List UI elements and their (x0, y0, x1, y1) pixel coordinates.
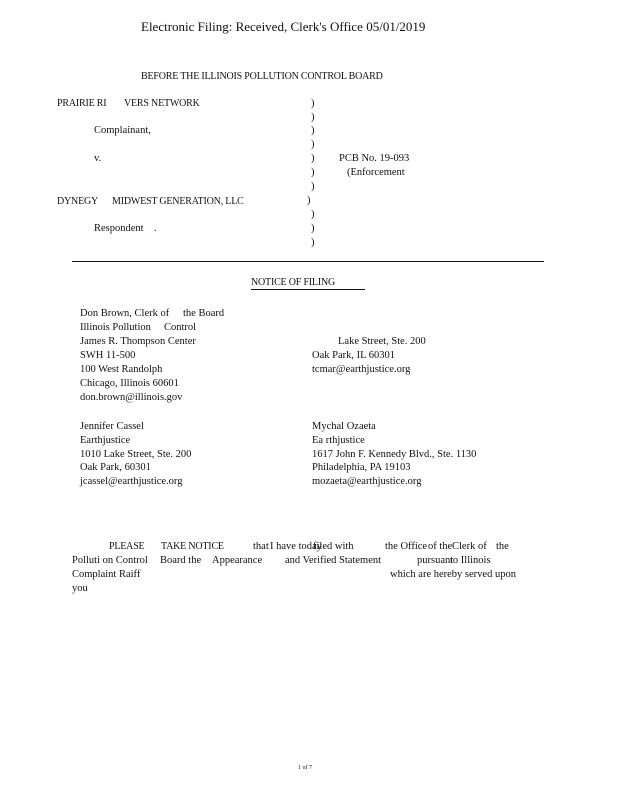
body-word: I have today (270, 541, 322, 552)
addr1-email: don.brown@illinois.gov (80, 392, 183, 403)
addr1-line1a: Don Brown, Clerk of (80, 308, 170, 319)
addr1-line6: Chicago, Illinois 60601 (80, 378, 179, 389)
respondent-label: Respondent (94, 223, 144, 234)
caption-paren: ) (307, 195, 311, 206)
complainant-name-part2: VERS NETWORK (124, 98, 200, 109)
body-word: and Verified Statement (285, 555, 382, 566)
addr4-street: 1617 John F. Kennedy Blvd., Ste. 1130 (312, 449, 477, 460)
caption-paren: ) (311, 209, 315, 220)
body-word: Clerk of (452, 541, 487, 552)
addr4-email: mozaeta@earthjustice.org (312, 476, 422, 487)
addr2-line1: Lake Street, Ste. 200 (338, 336, 426, 347)
filing-stamp: Electronic Filing: Received, Clerk's Office 05/01/2019 (141, 19, 426, 34)
addr3-email: jcassel@earthjustice.org (80, 476, 183, 487)
body-word: Board the (160, 555, 202, 566)
versus-label: v. (94, 153, 102, 164)
caption-paren: ) (311, 139, 315, 150)
notice-title-underline (251, 289, 365, 290)
case-type: (Enforcement (347, 167, 405, 178)
respondent-name-part1: DYNEGY (57, 196, 99, 207)
caption-paren: ) (311, 98, 315, 109)
caption-paren: ) (311, 153, 315, 164)
caption-paren: ) (311, 181, 315, 192)
body-word: Polluti on Control (72, 555, 148, 566)
addr1-line2a: Illinois Pollution (80, 322, 151, 333)
addr2-line2: Oak Park, IL 60301 (312, 350, 396, 361)
body-word: you (72, 583, 88, 594)
caption-paren: ) (311, 112, 315, 123)
body-word: the Office (385, 541, 428, 552)
addr1-line5: 100 West Randolph (80, 364, 163, 375)
addr4-name: Mychal Ozaeta (312, 421, 376, 432)
body-word: Appearance (212, 555, 263, 566)
caption-paren: ) (311, 167, 315, 178)
addr1-line1b: the Board (183, 308, 225, 319)
addr3-name: Jennifer Cassel (80, 421, 144, 432)
addr2-email: tcmar@earthjustice.org (312, 364, 411, 375)
respondent-label-period: . (154, 223, 157, 234)
caption-paren: ) (311, 125, 315, 136)
body-word: Complaint Raiff (72, 569, 141, 580)
body-word: which are hereby served upon (390, 569, 516, 580)
caption-paren: ) (311, 223, 315, 234)
body-word: to Illinois (450, 555, 491, 566)
complainant-label: Complainant, (94, 125, 151, 136)
body-word: of the (428, 541, 453, 552)
addr1-line3: James R. Thompson Center (80, 336, 196, 347)
board-title: BEFORE THE ILLINOIS POLLUTION CONTROL BOARD (141, 71, 383, 82)
complainant-name-part1: PRAIRIE RI (57, 98, 107, 109)
body-word: filed with (313, 541, 354, 552)
body-word: pursuant (417, 555, 454, 566)
body-word: that (253, 541, 269, 552)
body-word: the (496, 541, 509, 552)
addr3-org: Earthjustice (80, 435, 131, 446)
caption-divider (72, 261, 544, 262)
respondent-name-part2: MIDWEST GENERATION, LLC (112, 196, 244, 207)
addr1-line2b: Control (164, 322, 197, 333)
addr3-city: Oak Park, 60301 (80, 462, 151, 473)
addr1-line4: SWH 11-500 (80, 350, 136, 361)
caption-paren: ) (311, 237, 315, 248)
notice-title: NOTICE OF FILING (251, 277, 336, 288)
addr4-org: Ea rthjustice (312, 435, 365, 446)
case-number: PCB No. 19-093 (339, 153, 410, 164)
addr4-city: Philadelphia, PA 19103 (312, 462, 411, 473)
page-number: 1 of 7 (298, 765, 312, 771)
addr3-street: 1010 Lake Street, Ste. 200 (80, 449, 192, 460)
body-word: TAKE NOTICE (161, 541, 224, 552)
body-word: PLEASE (109, 541, 145, 552)
